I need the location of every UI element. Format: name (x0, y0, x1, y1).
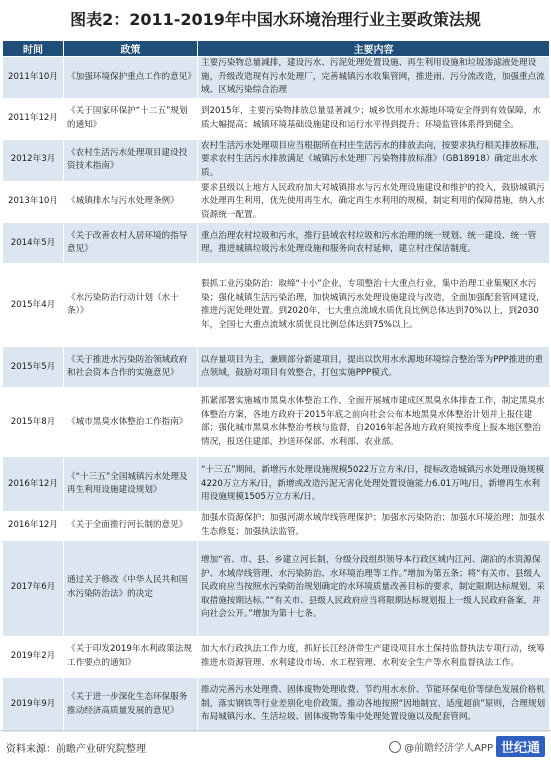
header-policy: 政策 (64, 41, 198, 57)
row-policy: 《城市黑臭水体整治工作指南》 (64, 388, 198, 457)
row-content: “十三五”期间，新增污水处理设施规模5022万立方米/日，提标改造城镇污水处理设施规模4220万立方米/日，新增或改造污泥无害化处理处置设施能力6.01万吨/日，新增再生水利用设施规模1505万立方米/日。 (198, 457, 550, 512)
row-time: 2017年6月 (3, 540, 64, 636)
table-row (3, 57, 550, 99)
table-row (3, 223, 550, 264)
row-time: 2011年12月 (3, 98, 64, 139)
source-note: 资料来源：前瞻产业研究院整理 (6, 744, 146, 755)
row-time: 2014年5月 (3, 223, 64, 264)
table-row (3, 264, 550, 347)
brand-logo-icon (389, 741, 401, 753)
row-policy: 《关于推进水污染防治领域政府和社会资本合作的实施意见》 (64, 347, 198, 388)
table-row (3, 181, 550, 223)
table-row (3, 347, 550, 388)
row-content: 增加“省、市、县、乡建立河长制，分级分段组织领导本行政区域内江河、湖泊的水资源保护、水域岸线管理、水污染防治、水环境治理等工作。”增加为第五条；将“有关市、县级人民政府应当按照水污染防治规划确定的水环境质量改善目标的要求，制定限期达标规划，采取措施按期达标。”“有关市、县级人民政府应当将限期达标规划报上一级人民政府备案，并向社会公开。”增加为第十七条。 (198, 540, 550, 636)
table-row (3, 636, 550, 677)
row-time: 2019年2月 (3, 636, 64, 677)
row-policy: 《关于全面推行河长制的意见》 (64, 512, 198, 540)
row-policy: 《城镇排水与污水处理条例》 (64, 181, 198, 223)
brand (389, 736, 545, 757)
row-content: 加强水资源保护；加强河湖水域岸线管理保护；加强水污染防治；加强水环境治理；加强水生态修复；加强执法监管。 (198, 512, 550, 540)
header-time: 时间 (3, 41, 64, 57)
table-row (3, 139, 550, 181)
row-time: 2015年5月 (3, 347, 64, 388)
header-content: 主要内容 (198, 41, 550, 57)
row-content: 农村生活污水处理项目应当根据所在村庄生活污水的排放去向，按要求执行相关排放标准，要求农村生活污水排放满足《城镇污水处理厂污染物排放标准》（GB18918）确定出水水质。 (198, 139, 550, 181)
row-policy: 《关于国家环保护“十二五”规划的通知》 (64, 98, 198, 139)
policy-table (2, 40, 550, 733)
row-policy: 《“十三五”全国城镇污水处理及再生利用设施建设规划》 (64, 457, 198, 512)
row-time: 2015年4月 (3, 264, 64, 347)
row-time: 2016年12月 (3, 512, 64, 540)
row-content: 抓紧部署实施城市黑臭水体整治工作，全面开展城市建成区黑臭水体排查工作，制定黑臭水体整治方案，各地方政府于2015年底之前向社会公布本地黑臭水体整治计划并上报住建部；强化城市黑臭水体整治考核与监督，自2016年起各地方政府须按季度上报本地区整治情况，报送住建部，抄送环保部、水利部、农业部。 (198, 388, 550, 457)
row-policy: 《水污染防治行动计划（水十条）》 (64, 264, 198, 347)
table-row (3, 677, 550, 732)
row-policy: 《关于进一步深化生态环保服务推动经济高质量发展的意见》 (64, 677, 198, 732)
table-row (3, 98, 550, 139)
row-content: 要求县级以上地方人民政府加大对城镇排水与污水处理设施建设和维护的投入，鼓励城镇污水处理再生利用，优先使用再生水，确定再生水利用的规模，制定利用的保障措施，纳入水资源统一配置。 (198, 181, 550, 223)
row-time: 2015年8月 (3, 388, 64, 457)
row-time: 2013年10月 (3, 181, 64, 223)
row-content: 加大水行政执法工作力度，抓好长江经济带生产建设项目水土保持监督执法专项行动，统筹推进水资源管理、水利建设市场、水工程管理、水利安全生产等水利监督执法工作。 (198, 636, 550, 677)
row-time: 2016年12月 (3, 457, 64, 512)
brand-badge: 世纪通 (496, 736, 545, 757)
brand-name: @前瞻经济学人APP (404, 743, 493, 754)
row-time: 2011年10月 (3, 57, 64, 99)
table-row (3, 388, 550, 457)
row-policy: 通过关于修改《中华人民共和国水污染防治法》的决定 (64, 540, 198, 636)
row-time: 2019年9月 (3, 677, 64, 732)
row-content: 主要污染物总量减排，建设污水、污泥处理处置设施、再生利用设施和垃圾渗滤液处理设施，升级改造现有污水处理厂，完善城镇污水收集管网，推进雨、污分流改造，加强重点流域、区域污染综合治理 (198, 57, 550, 99)
footer (0, 730, 551, 763)
table-row (3, 540, 550, 636)
table-row (3, 457, 550, 512)
row-policy: 《关于改善农村人居环境的指导意见》 (64, 223, 198, 264)
table-row (3, 512, 550, 540)
row-content: 到2015年，主要污染物排放总量显著减少；城乡饮用水水源地环境安全得到有效保障，水质大幅提高；城镇环境基础设施建设和运行水平得到提升；环境监管体系得到健全。 (198, 98, 550, 139)
row-content: 重点治理农村垃圾和污水，推行县域农村垃圾和污水治理的统一规划、统一建设、统一管理，推进城镇垃圾污水处理设施和服务向农村延伸，建立村庄保洁制度。 (198, 223, 550, 264)
row-policy: 《农村生活污水处理项目建设投资技术指南》 (64, 139, 198, 181)
row-content: 狠抓工业污染防治：取缔“十小”企业，专项整治十大重点行业，集中治理工业集聚区水污染；强化城镇生活污染治理，加快城镇污水处理设施建设与改造，全面加强配套管网建设，推进污泥处理处置。到2020年，七大重点流域水质优良比例总体达到70%以上，到2030年，全国七大重点流域水质优良比例总体达到75%以上。 (198, 264, 550, 347)
row-policy: 《加强环境保护重点工作的意见》 (64, 57, 198, 99)
page-title: 图表2：2011-2019年中国水环境治理行业主要政策法规 (70, 10, 481, 29)
row-content: 推动完善污水处理费、固体废物处理收费、节约用水水价、节能环保电价等绿色发展价格机制，落实钢铁等行业差别化电价政策。推动各地按照“因地制宜、适度超前”原则，合理规划布局城镇污水、生活垃圾、固体废物等集中处理处置设施以及配套管网。 (198, 677, 550, 732)
row-content: 以存量项目为主，兼顾部分新建项目，提出以饮用水水源地环境综合整治等为PPP推进的重点领域，鼓励对项目有效整合，打包实施PPP模式。 (198, 347, 550, 388)
table-header-row (3, 41, 550, 57)
row-policy: 《关于印发2019年水利政策法规工作要点的通知》 (64, 636, 198, 677)
row-time: 2012年3月 (3, 139, 64, 181)
